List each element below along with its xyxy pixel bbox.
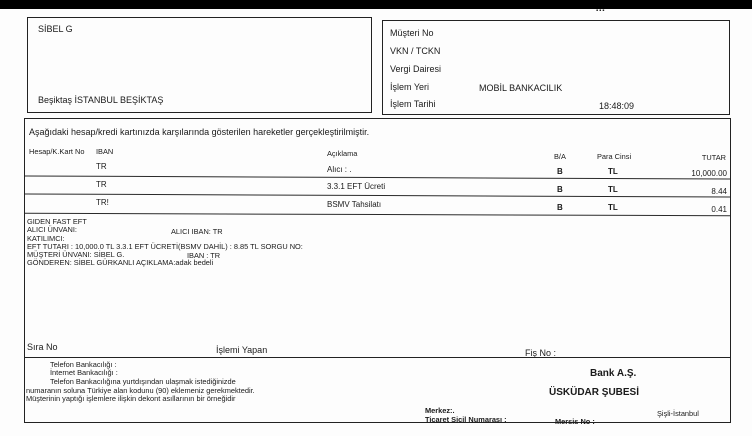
- row-ba: B: [557, 203, 563, 212]
- detail-line-1: GIDEN FAST EFT: [27, 217, 87, 226]
- customer-address: Beşiktaş İSTANBUL BEŞİKTAŞ: [38, 95, 164, 105]
- row-currency: TL: [608, 185, 618, 194]
- detail-line-2: ALICI ÜNVANI:: [27, 225, 77, 234]
- ticaret-sicil-label: Ticaret Sicil Numarası :: [425, 415, 507, 424]
- footer-note-1: Telefon Bankacılığına yurtdışından ulaşmak istediğinizde: [50, 377, 236, 386]
- row-amount: 0.41: [711, 205, 727, 214]
- row-iban: TR: [96, 180, 107, 189]
- row-divider: [25, 175, 730, 179]
- header-currency: Para Cinsi: [597, 152, 632, 161]
- customer-box: [27, 17, 372, 113]
- detail-alici-iban: ALICI IBAN: TR: [171, 227, 223, 236]
- islem-tarihi-label: İşlem Tarihi: [390, 99, 436, 109]
- mersis-label: Mersis No :: [555, 417, 595, 426]
- sira-no-label: Sıra No: [27, 342, 58, 352]
- row-description: BSMV Tahsilatı: [327, 200, 382, 209]
- row-currency: TL: [608, 167, 618, 176]
- header-iban: IBAN: [96, 147, 114, 156]
- header-description: Açıklama: [327, 149, 358, 158]
- transaction-info-box: [382, 20, 730, 115]
- row-divider: [25, 193, 730, 197]
- vkn-tckn-label: VKN / TCKN: [390, 46, 441, 56]
- islemi-yapan-label: İşlemi Yapan: [216, 345, 268, 355]
- musteri-no-label: Müşteri No: [390, 28, 434, 38]
- row-iban: TR: [96, 162, 107, 171]
- detail-line-5: MÜŞTERİ ÜNVANI: SİBEL G.: [27, 250, 125, 259]
- scan-top-edge: [0, 0, 752, 14]
- islem-tarihi-value: 18:48:09: [599, 101, 635, 111]
- bank-name: Bank A.Ş.: [590, 368, 637, 379]
- detail-musteri-iban: IBAN : TR: [187, 251, 221, 260]
- row-amount: 10,000.00: [691, 169, 727, 178]
- location: Şişli-İstanbul: [657, 409, 699, 418]
- detail-line-6: GÖNDEREN: SİBEL GÜRKANLI AÇIKLAMA:adak bedeli: [27, 258, 214, 267]
- footer-note-2: numaranın soluna Türkiye alan kodunu (90) eklemeniz gerekmektedir.: [26, 386, 255, 395]
- branch-name: ÜSKÜDAR ŞUBESİ: [549, 387, 640, 398]
- vergi-dairesi-label: Vergi Dairesi: [390, 64, 442, 74]
- row-ba: B: [557, 167, 563, 176]
- row-divider: [25, 213, 730, 216]
- row-amount: 8.44: [711, 187, 727, 196]
- transactions-box: [24, 118, 731, 358]
- detail-line-3: KATILIMCI:: [27, 234, 65, 243]
- row-currency: TL: [608, 203, 618, 212]
- header-account: Hesap/K.Kart No: [29, 147, 85, 156]
- row-description: Alıcı : .: [327, 165, 352, 174]
- transactions-intro: Aşağıdaki hesap/kredi kartınızda karşılarında gösterilen hareketler gerçekleştirilmiştir.: [29, 127, 370, 137]
- scan-mark: ▪▪▪: [596, 8, 606, 14]
- header-amount: TUTAR: [701, 153, 726, 162]
- customer-name: SİBEL G: [38, 24, 73, 34]
- row-description: 3.3.1 EFT Ücreti: [327, 182, 386, 191]
- merkez-label: Merkez:.: [425, 406, 455, 415]
- footer-box: [24, 357, 731, 426]
- internet-bankaciligi: İnternet Bankacılığı :: [50, 368, 118, 377]
- row-iban: TR!: [96, 198, 109, 207]
- footer-note-3: Müşterinin yaptığı işlemlere ilişkin dekont asıllarının bir örneğidir: [26, 394, 236, 403]
- detail-line-4: EFT TUTARI : 10,000.0 TL 3.3.1 EFT ÜCRETİ(BSMV DAHİL) : 8.85 TL SORGU NO:: [27, 242, 303, 251]
- header-ba: B/A: [554, 152, 566, 161]
- islem-yeri-label: İşlem Yeri: [390, 82, 430, 92]
- islem-yeri-value: MOBİL BANKACILIK: [479, 83, 563, 93]
- telefon-bankaciligi: Telefon Bankacılığı :: [50, 360, 117, 369]
- fis-no-label: Fiş No :: [525, 348, 557, 358]
- row-ba: B: [557, 185, 563, 194]
